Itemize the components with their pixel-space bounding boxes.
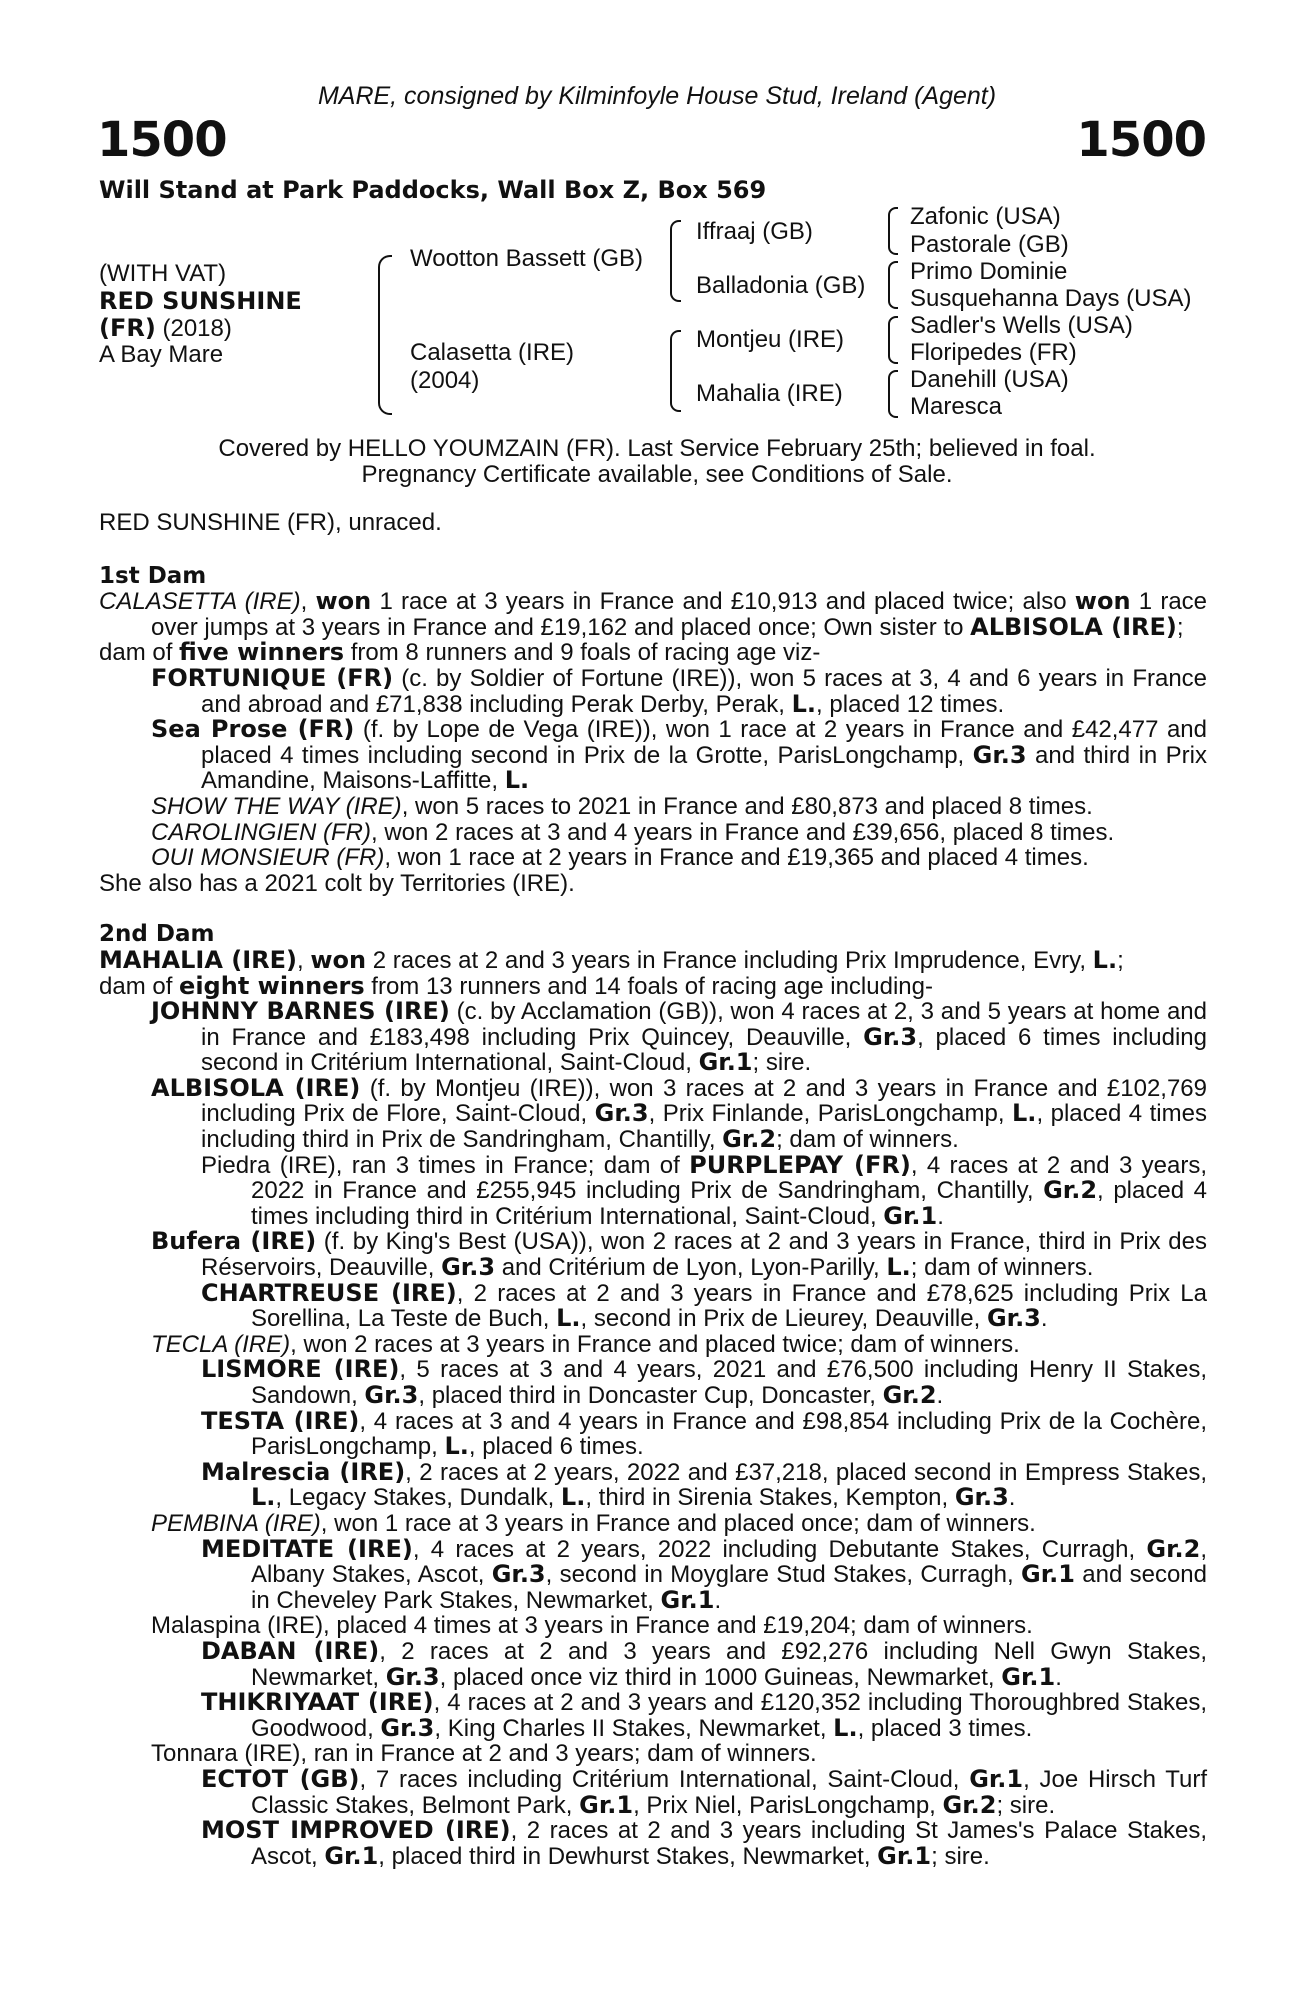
bold-text: L. [444, 1432, 469, 1461]
bold-text: Gr.1 [883, 1201, 938, 1230]
text-run: and third in Prix Amandine, Maisons-Laffitte, [201, 741, 1208, 795]
text-run: . [937, 1202, 944, 1230]
second-dam-heading: 2nd Dam [99, 921, 215, 948]
text-run: , won 5 races to 2021 in France and £80,873 and placed 8 times. [401, 792, 1093, 820]
text-run: Tonnara (IRE), ran in France at 2 and 3 years; dam of winners. [151, 1740, 817, 1768]
text-run: (f. by Montjeu (IRE)), won 3 races at 2 and 3 years in France and £102,769 including Prix de Flore, Saint-Cloud, [201, 1074, 1208, 1128]
bold-text: L. [886, 1253, 911, 1282]
pedigree-brace-3a [888, 207, 898, 255]
bold-text: Gr.2 [1146, 1534, 1201, 1563]
pedigree-dam-dam: Mahalia (IRE) [696, 380, 843, 407]
second-dam-list [99, 945, 1208, 1870]
bold-text: TESTA (IRE) [201, 1406, 360, 1435]
progeny-entry [99, 820, 1207, 846]
bold-text: won [310, 945, 367, 974]
text-run: , placed 4 times including third in Critérium International, Saint-Cloud, [251, 1177, 1208, 1230]
second-dam-entry [99, 1229, 1207, 1280]
pedigree-brace-2a [670, 220, 681, 302]
second-dam-entry [99, 945, 1207, 974]
text-run: , Albany Stakes, Ascot, [251, 1535, 1208, 1589]
bold-text: JOHNNY BARNES (IRE) [151, 997, 450, 1026]
text-run: ; [1176, 613, 1184, 641]
text-run: dam of [99, 639, 180, 667]
consignor-line: MARE, consigned by Kilminfoyle House Stud, Ireland (Agent) [317, 82, 997, 110]
pedigree-ssd: Pastorale (GB) [910, 231, 1069, 258]
bold-text: L. [791, 689, 817, 718]
text-run: (c. by Acclamation (GB)), won 4 races at 2, 3 and 5 years at home and in France and £183,498 including Prix Quincey, Deauville, [201, 998, 1207, 1051]
text-run: , placed 4 times including third in Prix de Sandringham, Chantilly, [201, 1100, 1207, 1154]
text-run: 2 races at 2 and 3 years in France including Prix Imprudence, Evry, [366, 946, 1093, 974]
pedigree-sire-dam: Balladonia (GB) [696, 272, 866, 299]
horse-name-suffix [99, 314, 232, 343]
text-run: , second in Prix de Lieurey, Deauville, [580, 1305, 987, 1333]
text-run: , [297, 946, 311, 974]
text-run: from 8 runners and 9 foals of racing age viz- [344, 639, 821, 667]
bold-text: MOST IMPROVED (IRE) [201, 1816, 511, 1845]
second-dam-entry [99, 1613, 1207, 1639]
text-run: , 5 races at 3 and 4 years, 2021 and £76,500 including Henry II Stakes, Sandown, [251, 1356, 1208, 1409]
lot-number-right: 1500 [1076, 112, 1206, 168]
bold-text: Gr.3 [491, 1560, 546, 1589]
pedigree-sdd: Susquehanna Days (USA) [910, 285, 1192, 312]
pedigree-ddd: Maresca [910, 393, 1003, 420]
text-run: , King Charles II Stakes, Newmarket, [434, 1714, 834, 1742]
bold-text: LISMORE (IRE) [201, 1355, 400, 1384]
horse-year: (2018) [155, 315, 232, 342]
bold-text: L. [556, 1304, 581, 1333]
bold-text: CHARTREUSE (IRE) [201, 1278, 457, 1307]
pedigree-dam-year: (2004) [410, 367, 480, 394]
text-run: from 13 runners and 14 foals of racing age including- [364, 972, 933, 1000]
bold-text: Gr.2 [942, 1790, 997, 1819]
bold-text: L. [504, 766, 530, 795]
text-run: , third in Sirenia Stakes, Kempton, [585, 1484, 955, 1512]
second-dam-entry [99, 1741, 1207, 1767]
text-run: , Prix Finlande, ParisLongchamp, [648, 1100, 1013, 1128]
lot-number-left: 1500 [97, 112, 227, 168]
bold-text: Gr.1 [324, 1841, 379, 1870]
pedigree-brace-3c [888, 316, 898, 364]
bold-text: MEDITATE (IRE) [201, 1534, 413, 1563]
second-dam-entry [99, 1818, 1207, 1869]
bold-text: Gr.3 [972, 740, 1027, 769]
covered-line: Covered by HELLO YOUMZAIN (FR). Last Service February 25th; believed in foal. [218, 435, 1096, 462]
bold-text: Gr.2 [722, 1125, 777, 1154]
bold-text: won [1074, 587, 1131, 616]
first-dam-produce-summary [99, 640, 1207, 666]
pedigree-brace-3b [888, 261, 898, 309]
pedigree-brace-1 [378, 255, 392, 415]
pedigree-brace-3d [888, 370, 898, 418]
text-run: ; sire. [931, 1842, 990, 1870]
text-run: , 4 races at 2 and 3 years, 2022 in France and £255,945 including Prix de Sandringham, Chantilly, [251, 1151, 1207, 1205]
bold-text: L. [1092, 945, 1118, 974]
bold-text: won [315, 587, 372, 616]
bold-text: Gr.1 [1001, 1662, 1056, 1691]
horse-description: A Bay Mare [99, 341, 224, 368]
pedigree-dds: Danehill (USA) [910, 366, 1069, 393]
bold-text: Gr.3 [863, 1022, 918, 1051]
unraced-line: RED SUNSHINE (FR), unraced. [99, 509, 442, 536]
bold-text: L. [1012, 1099, 1037, 1128]
text-run: , Joe Hirsch Turf Classic Stakes, Belmont Park, [251, 1765, 1208, 1819]
pedigree-sss: Zafonic (USA) [910, 203, 1061, 230]
bold-text: Malrescia (IRE) [201, 1457, 406, 1486]
italic-text: OUI MONSIEUR (FR) [151, 844, 385, 872]
italic-text: PEMBINA (IRE) [151, 1509, 321, 1537]
italic-text: CAROLINGIEN (FR) [151, 818, 372, 846]
stand-location: Will Stand at Park Paddocks, Wall Box Z, Box 569 [99, 176, 767, 204]
bold-text: L. [560, 1483, 586, 1512]
bold-text: Bufera (IRE) [151, 1227, 317, 1256]
text-run: , placed 6 times. [468, 1433, 644, 1461]
bold-text: Gr.1 [660, 1585, 715, 1614]
pedigree-sds: Primo Dominie [910, 258, 1068, 285]
pedigree-sire-sire: Iffraaj (GB) [696, 218, 813, 245]
second-dam-entry [99, 1278, 1207, 1333]
bold-text: Gr.2 [882, 1381, 937, 1409]
bold-text: THIKRIYAAT (IRE) [201, 1688, 434, 1717]
text-run: , won 1 race at 3 years in France and placed once; dam of winners. [320, 1509, 1036, 1537]
bold-text: Gr.1 [579, 1790, 634, 1819]
bold-text: Gr.1 [877, 1841, 932, 1870]
pregnancy-line: Pregnancy Certificate available, see Conditions of Sale. [361, 461, 953, 488]
text-run: , 4 races at 2 and 3 years and £120,352 including Thoroughbred Stakes, Goodwood, [251, 1689, 1208, 1742]
first-dam-heading: 1st Dam [99, 562, 207, 589]
bold-text: Gr.3 [441, 1253, 496, 1282]
second-dam-entry [99, 1406, 1208, 1461]
pedigree-dam-sire: Montjeu (IRE) [696, 326, 845, 353]
text-run: (f. by Lope de Vega (IRE)), won 1 race at 2 years in France and £42,477 and placed 4 times including second in Prix de la Grotte, ParisLongchamp, [201, 716, 1207, 769]
text-run: , 4 races at 2 years, 2022 including Debutante Stakes, Curragh, [412, 1535, 1147, 1563]
bold-text: Gr.3 [594, 1099, 649, 1128]
text-run: and second in Cheveley Park Stakes, Newmarket, [251, 1561, 1207, 1614]
italic-text: TECLA (IRE) [151, 1330, 291, 1358]
bold-text: Gr.3 [986, 1304, 1041, 1333]
text-run: 1 race at 3 years in France and £10,913 and placed twice; also [371, 588, 1075, 616]
bold-text: L. [251, 1483, 276, 1512]
pedigree-dam: Calasetta (IRE) [410, 339, 575, 366]
bold-text: five winners [179, 638, 345, 667]
bold-text: Gr.3 [380, 1713, 435, 1742]
text-run: ; [1117, 946, 1124, 974]
second-dam-entry [99, 1511, 1207, 1537]
progeny-entry [99, 794, 1207, 820]
text-run: , 2 races at 2 and 3 years in France and £78,625 including Prix La Sorellina, La Teste de Buch, [251, 1279, 1207, 1333]
bold-text: Gr.3 [385, 1662, 440, 1691]
second-dam-entry [99, 1357, 1207, 1408]
bold-text: Gr.1 [698, 1048, 753, 1077]
progeny-entry [99, 717, 1207, 794]
second-dam-entry [99, 1636, 1207, 1691]
progeny-entry [99, 663, 1208, 718]
bold-text: Gr.3 [954, 1483, 1009, 1512]
text-run: , placed third in Doncaster Cup, Doncaster, [418, 1382, 883, 1409]
vat-label: (WITH VAT) [99, 260, 227, 287]
text-run: , 2 races at 2 and 3 years including St James's Palace Stakes, Ascot, [251, 1817, 1207, 1870]
pedigree-sire: Wootton Bassett (GB) [410, 245, 643, 272]
pedigree-brace-2b [670, 330, 681, 412]
bold-text: FORTUNIQUE (FR) [151, 663, 394, 692]
bold-text: PURPLEPAY (FR) [689, 1150, 911, 1179]
text-run: , Prix Niel, ParisLongchamp, [633, 1791, 943, 1819]
catalogue-body [99, 510, 1207, 1869]
text-run: , 2 races at 2 years, 2022 and £37,218, placed second in Empress Stakes, [405, 1458, 1207, 1486]
second-dam-entry [99, 1534, 1208, 1614]
italic-text: CALASETTA (IRE) [99, 588, 301, 616]
text-run: ; dam of winners. [776, 1126, 959, 1154]
text-run: . [714, 1586, 722, 1614]
text-run: , 7 races including Critérium International, Saint-Cloud, [359, 1765, 970, 1793]
bold-text: MAHALIA (IRE) [99, 945, 298, 974]
text-run: . [936, 1382, 944, 1409]
progeny-entry [99, 845, 1207, 871]
bold-text: Gr.1 [1021, 1560, 1075, 1589]
text-run: Piedra (IRE), ran 3 times in France; dam of [201, 1151, 690, 1179]
text-run: , placed 3 times. [857, 1714, 1033, 1742]
bold-text: L. [833, 1713, 858, 1742]
horse-country: (FR) [99, 314, 156, 342]
pedigree-dsd: Floripedes (FR) [910, 339, 1077, 366]
horse-name: RED SUNSHINE [99, 287, 302, 315]
text-run: . [1008, 1484, 1016, 1512]
bold-text: Gr.1 [969, 1764, 1024, 1793]
bold-text: Sea Prose (FR) [151, 715, 355, 744]
text-run: , won 1 race at 2 years in France and £19,365 and placed 4 times. [384, 844, 1089, 872]
bold-text: eight winners [179, 971, 365, 1000]
bold-text: ECTOT (GB) [201, 1764, 360, 1793]
text-run: Malaspina (IRE), placed 4 times at 3 years in France and £19,204; dam of winners. [151, 1612, 1033, 1640]
second-dam-entry [99, 999, 1207, 1076]
pedigree-dss: Sadler's Wells (USA) [910, 312, 1133, 339]
bold-text: Gr.3 [364, 1381, 419, 1409]
text-run: ; dam of winners. [910, 1254, 1094, 1282]
bold-text: DABAN (IRE) [201, 1636, 380, 1665]
text-run: , won 2 races at 3 and 4 years in France and £39,656, placed 8 times. [371, 818, 1115, 846]
text-run: . [1055, 1663, 1062, 1691]
text-run: , Legacy Stakes, Dundalk, [275, 1484, 561, 1512]
second-dam-entry [99, 1332, 1207, 1358]
bold-text: ALBISOLA (IRE) [970, 612, 1177, 641]
text-run: , second in Moyglare Stud Stakes, Curragh, [545, 1561, 1022, 1589]
text-run: , placed once viz third in 1000 Guineas, Newmarket, [439, 1663, 1002, 1691]
text-run: and Critérium de Lyon, Lyon-Parilly, [495, 1254, 887, 1282]
bold-text: Gr.2 [1043, 1176, 1098, 1205]
text-run: 1 race over jumps at 3 years in France and £19,162 and placed once; Own sister to [151, 588, 1208, 641]
second-dam-entry [99, 1150, 1208, 1230]
text-run: , [300, 588, 316, 616]
first-dam-also: She also has a 2021 colt by Territories (IRE). [99, 869, 575, 897]
text-run: ; sire. [996, 1791, 1056, 1819]
text-run: , placed 12 times. [816, 690, 1005, 718]
text-run: ; sire. [752, 1049, 812, 1077]
text-run: , 2 races at 2 and 3 years and £92,276 including Nell Gwyn Stakes, Newmarket, [251, 1637, 1207, 1691]
second-dam-entry [99, 1764, 1208, 1819]
first-dam-progeny-list [99, 663, 1208, 872]
text-run: , placed 6 times including second in Critérium International, Saint-Cloud, [201, 1023, 1208, 1077]
text-run: , 4 races at 3 and 4 years in France and £98,854 including Prix de la Cochère, ParisLongchamp, [251, 1407, 1208, 1461]
text-run: dam of [99, 972, 180, 1000]
text-run: , placed third in Dewhurst Stakes, Newmarket, [378, 1842, 878, 1870]
text-run: . [1040, 1305, 1048, 1333]
text-run: (f. by King's Best (USA)), won 2 races at 2 and 3 years in France, third in Prix des Réservoirs, Deauville, [201, 1228, 1207, 1282]
second-dam-entry [99, 1073, 1208, 1154]
text-run: , won 2 races at 3 years in France and placed twice; dam of winners. [290, 1330, 1020, 1358]
bold-text: ALBISOLA (IRE) [151, 1073, 361, 1102]
text-run: (c. by Soldier of Fortune (IRE)), won 5 races at 3, 4 and 6 years in France and abroad and £71,838 including Perak Derby, Perak, [201, 664, 1208, 718]
second-dam-entry [99, 971, 1207, 1000]
first-dam-record [99, 589, 1207, 640]
italic-text: SHOW THE WAY (IRE) [151, 792, 402, 820]
second-dam-entry [99, 1690, 1207, 1741]
second-dam-entry [99, 1457, 1207, 1512]
